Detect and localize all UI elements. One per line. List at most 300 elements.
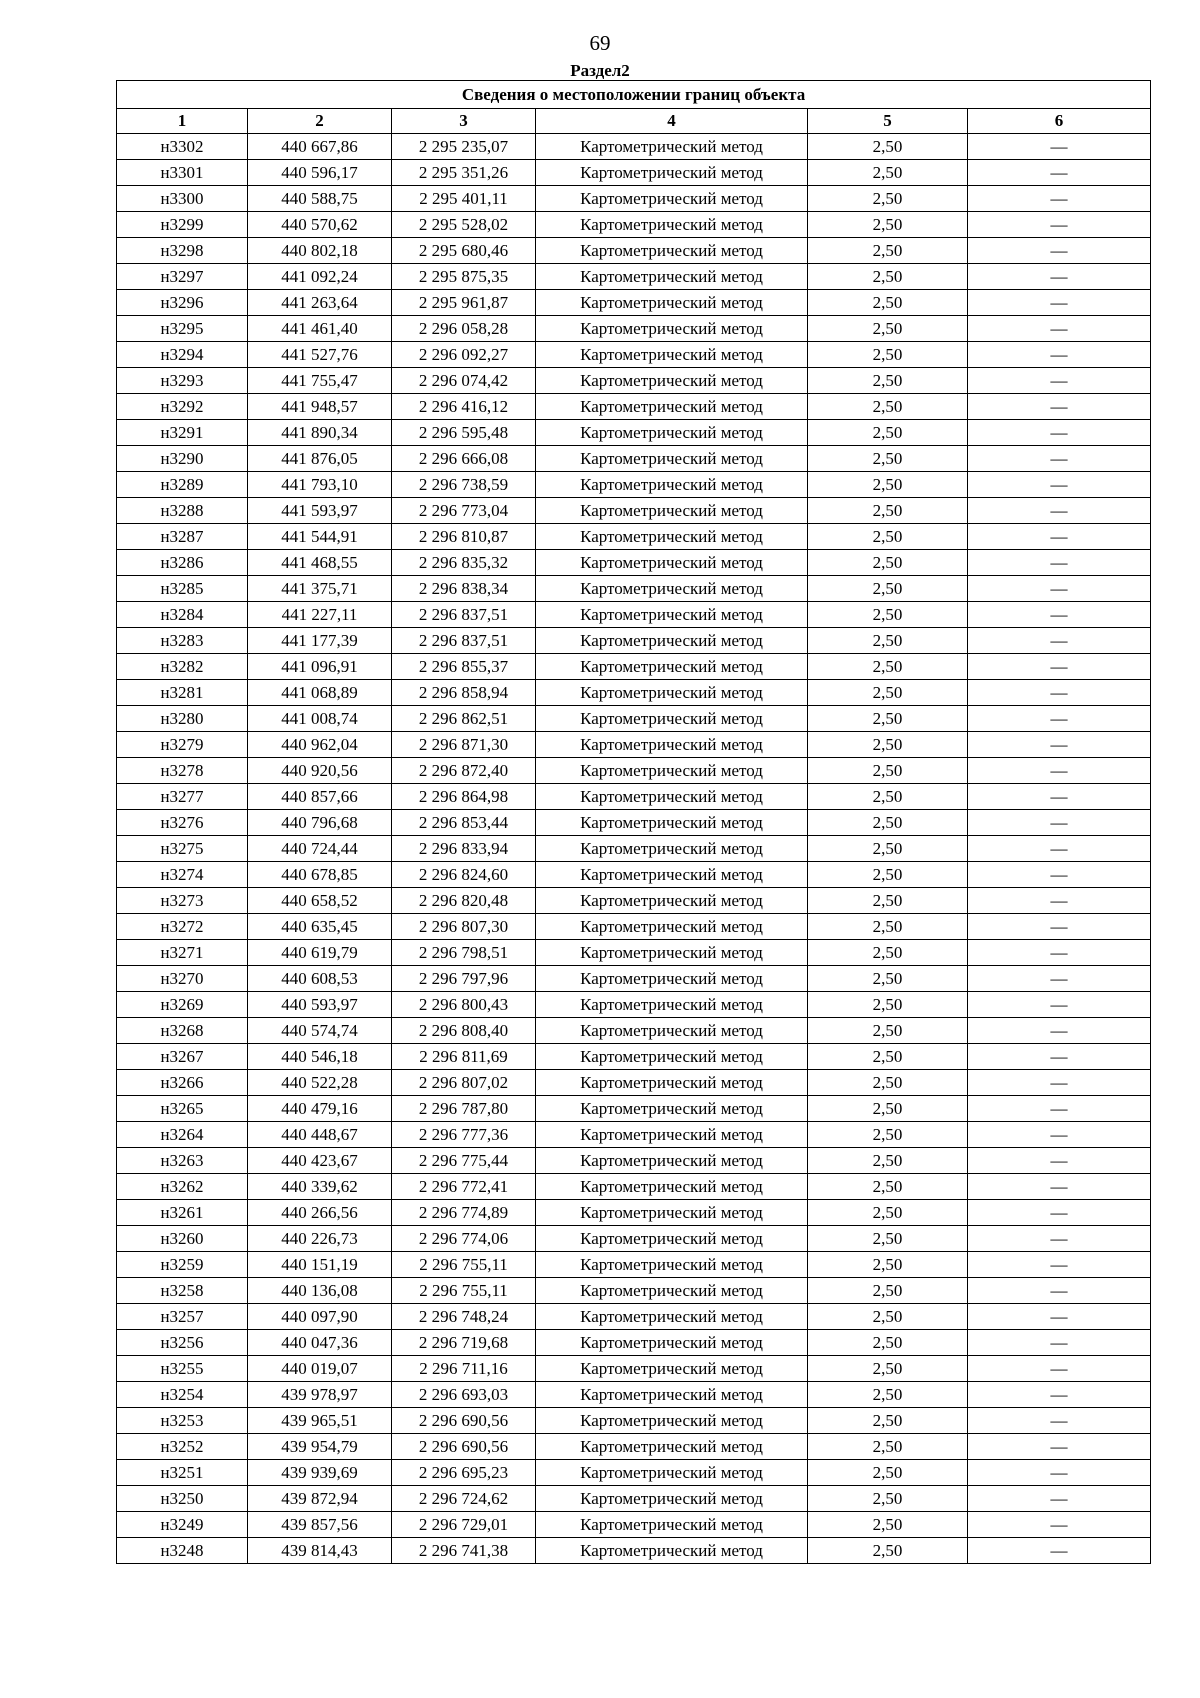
description-cell: — xyxy=(968,1330,1151,1356)
method-cell: Картометрический метод xyxy=(536,134,808,160)
point-number-cell: н3301 xyxy=(117,160,248,186)
column-header: 1 xyxy=(117,109,248,134)
table-row xyxy=(117,1486,1151,1512)
y-coordinate-cell: 2 296 777,36 xyxy=(392,1122,536,1148)
point-number-cell: н3278 xyxy=(117,758,248,784)
accuracy-cell: 2,50 xyxy=(808,1044,968,1070)
method-cell: Картометрический метод xyxy=(536,212,808,238)
x-coordinate-cell: 441 593,97 xyxy=(248,498,392,524)
point-number-cell: н3281 xyxy=(117,680,248,706)
table-row xyxy=(117,160,1151,186)
description-cell: — xyxy=(968,1200,1151,1226)
method-cell: Картометрический метод xyxy=(536,394,808,420)
x-coordinate-cell: 440 796,68 xyxy=(248,810,392,836)
method-cell: Картометрический метод xyxy=(536,1200,808,1226)
method-cell: Картометрический метод xyxy=(536,1278,808,1304)
description-cell: — xyxy=(968,992,1151,1018)
description-cell: — xyxy=(968,212,1151,238)
x-coordinate-cell: 440 266,56 xyxy=(248,1200,392,1226)
table-row xyxy=(117,810,1151,836)
accuracy-cell: 2,50 xyxy=(808,1096,968,1122)
point-number-cell: н3295 xyxy=(117,316,248,342)
description-cell: — xyxy=(968,186,1151,212)
y-coordinate-cell: 2 295 528,02 xyxy=(392,212,536,238)
table-row xyxy=(117,862,1151,888)
y-coordinate-cell: 2 296 738,59 xyxy=(392,472,536,498)
accuracy-cell: 2,50 xyxy=(808,1356,968,1382)
table-row xyxy=(117,472,1151,498)
accuracy-cell: 2,50 xyxy=(808,342,968,368)
description-cell: — xyxy=(968,342,1151,368)
description-cell: — xyxy=(968,524,1151,550)
method-cell: Картометрический метод xyxy=(536,758,808,784)
description-cell: — xyxy=(968,1512,1151,1538)
description-cell: — xyxy=(968,1252,1151,1278)
method-cell: Картометрический метод xyxy=(536,654,808,680)
x-coordinate-cell: 440 226,73 xyxy=(248,1226,392,1252)
point-number-cell: н3248 xyxy=(117,1538,248,1564)
method-cell: Картометрический метод xyxy=(536,836,808,862)
accuracy-cell: 2,50 xyxy=(808,550,968,576)
y-coordinate-cell: 2 296 787,80 xyxy=(392,1096,536,1122)
accuracy-cell: 2,50 xyxy=(808,628,968,654)
table-row xyxy=(117,1538,1151,1564)
table-row xyxy=(117,550,1151,576)
table-row xyxy=(117,1226,1151,1252)
description-cell: — xyxy=(968,914,1151,940)
description-cell: — xyxy=(968,602,1151,628)
x-coordinate-cell: 440 667,86 xyxy=(248,134,392,160)
column-header: 4 xyxy=(536,109,808,134)
table-row xyxy=(117,1122,1151,1148)
description-cell: — xyxy=(968,1122,1151,1148)
table-row xyxy=(117,446,1151,472)
point-number-cell: н3287 xyxy=(117,524,248,550)
y-coordinate-cell: 2 296 719,68 xyxy=(392,1330,536,1356)
accuracy-cell: 2,50 xyxy=(808,1512,968,1538)
method-cell: Картометрический метод xyxy=(536,1148,808,1174)
y-coordinate-cell: 2 296 416,12 xyxy=(392,394,536,420)
accuracy-cell: 2,50 xyxy=(808,186,968,212)
column-header-row xyxy=(117,109,1151,134)
method-cell: Картометрический метод xyxy=(536,576,808,602)
y-coordinate-cell: 2 295 235,07 xyxy=(392,134,536,160)
point-number-cell: н3270 xyxy=(117,966,248,992)
y-coordinate-cell: 2 296 872,40 xyxy=(392,758,536,784)
description-cell: — xyxy=(968,472,1151,498)
column-header: 6 xyxy=(968,109,1151,134)
description-cell: — xyxy=(968,810,1151,836)
x-coordinate-cell: 439 978,97 xyxy=(248,1382,392,1408)
method-cell: Картометрический метод xyxy=(536,810,808,836)
description-cell: — xyxy=(968,1486,1151,1512)
y-coordinate-cell: 2 296 838,34 xyxy=(392,576,536,602)
accuracy-cell: 2,50 xyxy=(808,862,968,888)
column-header: 2 xyxy=(248,109,392,134)
point-number-cell: н3249 xyxy=(117,1512,248,1538)
table-row xyxy=(117,576,1151,602)
table-row xyxy=(117,1330,1151,1356)
y-coordinate-cell: 2 296 862,51 xyxy=(392,706,536,732)
accuracy-cell: 2,50 xyxy=(808,1330,968,1356)
point-number-cell: н3272 xyxy=(117,914,248,940)
point-number-cell: н3259 xyxy=(117,1252,248,1278)
point-number-cell: н3275 xyxy=(117,836,248,862)
x-coordinate-cell: 441 008,74 xyxy=(248,706,392,732)
method-cell: Картометрический метод xyxy=(536,420,808,446)
x-coordinate-cell: 440 658,52 xyxy=(248,888,392,914)
y-coordinate-cell: 2 296 820,48 xyxy=(392,888,536,914)
point-number-cell: н3277 xyxy=(117,784,248,810)
description-cell: — xyxy=(968,784,1151,810)
description-cell: — xyxy=(968,1408,1151,1434)
method-cell: Картометрический метод xyxy=(536,1122,808,1148)
y-coordinate-cell: 2 296 808,40 xyxy=(392,1018,536,1044)
y-coordinate-cell: 2 296 807,30 xyxy=(392,914,536,940)
table-row xyxy=(117,628,1151,654)
description-cell: — xyxy=(968,1148,1151,1174)
y-coordinate-cell: 2 296 800,43 xyxy=(392,992,536,1018)
description-cell: — xyxy=(968,706,1151,732)
table-row xyxy=(117,1382,1151,1408)
point-number-cell: н3299 xyxy=(117,212,248,238)
description-cell: — xyxy=(968,290,1151,316)
point-number-cell: н3293 xyxy=(117,368,248,394)
method-cell: Картометрический метод xyxy=(536,498,808,524)
description-cell: — xyxy=(968,1070,1151,1096)
point-number-cell: н3269 xyxy=(117,992,248,1018)
table-row xyxy=(117,1304,1151,1330)
section-title: Раздел2 xyxy=(570,61,630,80)
y-coordinate-cell: 2 296 693,03 xyxy=(392,1382,536,1408)
description-cell: — xyxy=(968,420,1151,446)
x-coordinate-cell: 440 596,17 xyxy=(248,160,392,186)
x-coordinate-cell: 440 522,28 xyxy=(248,1070,392,1096)
method-cell: Картометрический метод xyxy=(536,940,808,966)
description-cell: — xyxy=(968,394,1151,420)
y-coordinate-cell: 2 295 680,46 xyxy=(392,238,536,264)
method-cell: Картометрический метод xyxy=(536,368,808,394)
accuracy-cell: 2,50 xyxy=(808,1200,968,1226)
y-coordinate-cell: 2 296 837,51 xyxy=(392,602,536,628)
description-cell: — xyxy=(968,628,1151,654)
table-row xyxy=(117,602,1151,628)
x-coordinate-cell: 440 136,08 xyxy=(248,1278,392,1304)
accuracy-cell: 2,50 xyxy=(808,1304,968,1330)
method-cell: Картометрический метод xyxy=(536,524,808,550)
table-caption-row xyxy=(117,81,1151,109)
table-row xyxy=(117,342,1151,368)
x-coordinate-cell: 440 802,18 xyxy=(248,238,392,264)
y-coordinate-cell: 2 295 401,11 xyxy=(392,186,536,212)
method-cell: Картометрический метод xyxy=(536,1356,808,1382)
point-number-cell: н3292 xyxy=(117,394,248,420)
description-cell: — xyxy=(968,966,1151,992)
accuracy-cell: 2,50 xyxy=(808,1434,968,1460)
description-cell: — xyxy=(968,1174,1151,1200)
table-row xyxy=(117,914,1151,940)
accuracy-cell: 2,50 xyxy=(808,888,968,914)
accuracy-cell: 2,50 xyxy=(808,238,968,264)
x-coordinate-cell: 441 461,40 xyxy=(248,316,392,342)
method-cell: Картометрический метод xyxy=(536,784,808,810)
method-cell: Картометрический метод xyxy=(536,160,808,186)
x-coordinate-cell: 441 544,91 xyxy=(248,524,392,550)
accuracy-cell: 2,50 xyxy=(808,940,968,966)
description-cell: — xyxy=(968,836,1151,862)
y-coordinate-cell: 2 296 690,56 xyxy=(392,1408,536,1434)
y-coordinate-cell: 2 296 853,44 xyxy=(392,810,536,836)
x-coordinate-cell: 441 468,55 xyxy=(248,550,392,576)
x-coordinate-cell: 440 608,53 xyxy=(248,966,392,992)
y-coordinate-cell: 2 296 729,01 xyxy=(392,1512,536,1538)
description-cell: — xyxy=(968,1096,1151,1122)
method-cell: Картометрический метод xyxy=(536,1070,808,1096)
point-number-cell: н3274 xyxy=(117,862,248,888)
description-cell: — xyxy=(968,368,1151,394)
accuracy-cell: 2,50 xyxy=(808,368,968,394)
table-row xyxy=(117,524,1151,550)
point-number-cell: н3271 xyxy=(117,940,248,966)
y-coordinate-cell: 2 296 811,69 xyxy=(392,1044,536,1070)
table-row xyxy=(117,1174,1151,1200)
accuracy-cell: 2,50 xyxy=(808,1460,968,1486)
table-row xyxy=(117,1278,1151,1304)
column-header: 3 xyxy=(392,109,536,134)
accuracy-cell: 2,50 xyxy=(808,1148,968,1174)
y-coordinate-cell: 2 296 858,94 xyxy=(392,680,536,706)
x-coordinate-cell: 440 546,18 xyxy=(248,1044,392,1070)
x-coordinate-cell: 440 423,67 xyxy=(248,1148,392,1174)
point-number-cell: н3297 xyxy=(117,264,248,290)
y-coordinate-cell: 2 296 595,48 xyxy=(392,420,536,446)
method-cell: Картометрический метод xyxy=(536,1512,808,1538)
method-cell: Картометрический метод xyxy=(536,680,808,706)
accuracy-cell: 2,50 xyxy=(808,134,968,160)
x-coordinate-cell: 441 527,76 xyxy=(248,342,392,368)
table-row xyxy=(117,1200,1151,1226)
y-coordinate-cell: 2 295 875,35 xyxy=(392,264,536,290)
description-cell: — xyxy=(968,758,1151,784)
method-cell: Картометрический метод xyxy=(536,888,808,914)
table-row xyxy=(117,1018,1151,1044)
y-coordinate-cell: 2 296 798,51 xyxy=(392,940,536,966)
description-cell: — xyxy=(968,238,1151,264)
accuracy-cell: 2,50 xyxy=(808,1018,968,1044)
accuracy-cell: 2,50 xyxy=(808,914,968,940)
point-number-cell: н3276 xyxy=(117,810,248,836)
boundary-table xyxy=(116,80,1151,1564)
accuracy-cell: 2,50 xyxy=(808,1252,968,1278)
x-coordinate-cell: 441 876,05 xyxy=(248,446,392,472)
x-coordinate-cell: 440 019,07 xyxy=(248,1356,392,1382)
description-cell: — xyxy=(968,134,1151,160)
description-cell: — xyxy=(968,1304,1151,1330)
point-number-cell: н3294 xyxy=(117,342,248,368)
accuracy-cell: 2,50 xyxy=(808,602,968,628)
accuracy-cell: 2,50 xyxy=(808,498,968,524)
x-coordinate-cell: 440 619,79 xyxy=(248,940,392,966)
table-body xyxy=(117,134,1151,1564)
x-coordinate-cell: 440 479,16 xyxy=(248,1096,392,1122)
accuracy-cell: 2,50 xyxy=(808,706,968,732)
description-cell: — xyxy=(968,1044,1151,1070)
table-row xyxy=(117,1070,1151,1096)
description-cell: — xyxy=(968,1434,1151,1460)
method-cell: Картометрический метод xyxy=(536,1018,808,1044)
method-cell: Картометрический метод xyxy=(536,186,808,212)
accuracy-cell: 2,50 xyxy=(808,1408,968,1434)
y-coordinate-cell: 2 296 775,44 xyxy=(392,1148,536,1174)
y-coordinate-cell: 2 296 755,11 xyxy=(392,1278,536,1304)
table-row xyxy=(117,1408,1151,1434)
x-coordinate-cell: 441 096,91 xyxy=(248,654,392,680)
method-cell: Картометрический метод xyxy=(536,1304,808,1330)
table-caption: Сведения о местоположении границ объекта xyxy=(117,81,1151,109)
description-cell: — xyxy=(968,1018,1151,1044)
method-cell: Картометрический метод xyxy=(536,628,808,654)
point-number-cell: н3268 xyxy=(117,1018,248,1044)
accuracy-cell: 2,50 xyxy=(808,836,968,862)
method-cell: Картометрический метод xyxy=(536,1460,808,1486)
method-cell: Картометрический метод xyxy=(536,316,808,342)
column-header: 5 xyxy=(808,109,968,134)
point-number-cell: н3258 xyxy=(117,1278,248,1304)
point-number-cell: н3256 xyxy=(117,1330,248,1356)
point-number-cell: н3302 xyxy=(117,134,248,160)
table-row xyxy=(117,264,1151,290)
description-cell: — xyxy=(968,1538,1151,1564)
point-number-cell: н3261 xyxy=(117,1200,248,1226)
table-row xyxy=(117,966,1151,992)
y-coordinate-cell: 2 296 810,87 xyxy=(392,524,536,550)
accuracy-cell: 2,50 xyxy=(808,290,968,316)
method-cell: Картометрический метод xyxy=(536,472,808,498)
accuracy-cell: 2,50 xyxy=(808,810,968,836)
y-coordinate-cell: 2 296 058,28 xyxy=(392,316,536,342)
table-row xyxy=(117,1460,1151,1486)
x-coordinate-cell: 440 920,56 xyxy=(248,758,392,784)
accuracy-cell: 2,50 xyxy=(808,264,968,290)
y-coordinate-cell: 2 296 774,06 xyxy=(392,1226,536,1252)
y-coordinate-cell: 2 296 755,11 xyxy=(392,1252,536,1278)
method-cell: Картометрический метод xyxy=(536,290,808,316)
accuracy-cell: 2,50 xyxy=(808,1122,968,1148)
point-number-cell: н3263 xyxy=(117,1148,248,1174)
page-number: 69 xyxy=(589,31,611,55)
point-number-cell: н3285 xyxy=(117,576,248,602)
method-cell: Картометрический метод xyxy=(536,1330,808,1356)
x-coordinate-cell: 440 570,62 xyxy=(248,212,392,238)
description-cell: — xyxy=(968,498,1151,524)
description-cell: — xyxy=(968,732,1151,758)
accuracy-cell: 2,50 xyxy=(808,420,968,446)
x-coordinate-cell: 441 068,89 xyxy=(248,680,392,706)
method-cell: Картометрический метод xyxy=(536,992,808,1018)
point-number-cell: н3265 xyxy=(117,1096,248,1122)
x-coordinate-cell: 440 678,85 xyxy=(248,862,392,888)
y-coordinate-cell: 2 296 855,37 xyxy=(392,654,536,680)
y-coordinate-cell: 2 296 748,24 xyxy=(392,1304,536,1330)
point-number-cell: н3283 xyxy=(117,628,248,654)
point-number-cell: н3255 xyxy=(117,1356,248,1382)
table-row xyxy=(117,238,1151,264)
method-cell: Картометрический метод xyxy=(536,1382,808,1408)
y-coordinate-cell: 2 296 807,02 xyxy=(392,1070,536,1096)
x-coordinate-cell: 441 375,71 xyxy=(248,576,392,602)
point-number-cell: н3298 xyxy=(117,238,248,264)
y-coordinate-cell: 2 296 773,04 xyxy=(392,498,536,524)
y-coordinate-cell: 2 296 092,27 xyxy=(392,342,536,368)
point-number-cell: н3251 xyxy=(117,1460,248,1486)
x-coordinate-cell: 440 339,62 xyxy=(248,1174,392,1200)
x-coordinate-cell: 440 588,75 xyxy=(248,186,392,212)
point-number-cell: н3250 xyxy=(117,1486,248,1512)
method-cell: Картометрический метод xyxy=(536,862,808,888)
x-coordinate-cell: 441 177,39 xyxy=(248,628,392,654)
accuracy-cell: 2,50 xyxy=(808,472,968,498)
accuracy-cell: 2,50 xyxy=(808,732,968,758)
table-row xyxy=(117,186,1151,212)
method-cell: Картометрический метод xyxy=(536,1252,808,1278)
y-coordinate-cell: 2 296 711,16 xyxy=(392,1356,536,1382)
x-coordinate-cell: 440 857,66 xyxy=(248,784,392,810)
point-number-cell: н3257 xyxy=(117,1304,248,1330)
x-coordinate-cell: 440 151,19 xyxy=(248,1252,392,1278)
description-cell: — xyxy=(968,862,1151,888)
method-cell: Картометрический метод xyxy=(536,1486,808,1512)
y-coordinate-cell: 2 296 772,41 xyxy=(392,1174,536,1200)
table-row xyxy=(117,134,1151,160)
table-row xyxy=(117,316,1151,342)
point-number-cell: н3289 xyxy=(117,472,248,498)
table-row xyxy=(117,1512,1151,1538)
point-number-cell: н3300 xyxy=(117,186,248,212)
description-cell: — xyxy=(968,888,1151,914)
table-row xyxy=(117,212,1151,238)
y-coordinate-cell: 2 295 351,26 xyxy=(392,160,536,186)
y-coordinate-cell: 2 296 724,62 xyxy=(392,1486,536,1512)
y-coordinate-cell: 2 296 741,38 xyxy=(392,1538,536,1564)
accuracy-cell: 2,50 xyxy=(808,1070,968,1096)
method-cell: Картометрический метод xyxy=(536,706,808,732)
point-number-cell: н3254 xyxy=(117,1382,248,1408)
point-number-cell: н3262 xyxy=(117,1174,248,1200)
accuracy-cell: 2,50 xyxy=(808,992,968,1018)
accuracy-cell: 2,50 xyxy=(808,446,968,472)
y-coordinate-cell: 2 296 824,60 xyxy=(392,862,536,888)
y-coordinate-cell: 2 296 864,98 xyxy=(392,784,536,810)
x-coordinate-cell: 439 857,56 xyxy=(248,1512,392,1538)
point-number-cell: н3291 xyxy=(117,420,248,446)
x-coordinate-cell: 439 939,69 xyxy=(248,1460,392,1486)
table-row xyxy=(117,1148,1151,1174)
accuracy-cell: 2,50 xyxy=(808,316,968,342)
description-cell: — xyxy=(968,446,1151,472)
y-coordinate-cell: 2 296 797,96 xyxy=(392,966,536,992)
accuracy-cell: 2,50 xyxy=(808,654,968,680)
x-coordinate-cell: 439 954,79 xyxy=(248,1434,392,1460)
y-coordinate-cell: 2 296 074,42 xyxy=(392,368,536,394)
x-coordinate-cell: 440 724,44 xyxy=(248,836,392,862)
description-cell: — xyxy=(968,1278,1151,1304)
point-number-cell: н3288 xyxy=(117,498,248,524)
table-row xyxy=(117,654,1151,680)
accuracy-cell: 2,50 xyxy=(808,1174,968,1200)
method-cell: Картометрический метод xyxy=(536,1408,808,1434)
accuracy-cell: 2,50 xyxy=(808,160,968,186)
x-coordinate-cell: 440 097,90 xyxy=(248,1304,392,1330)
